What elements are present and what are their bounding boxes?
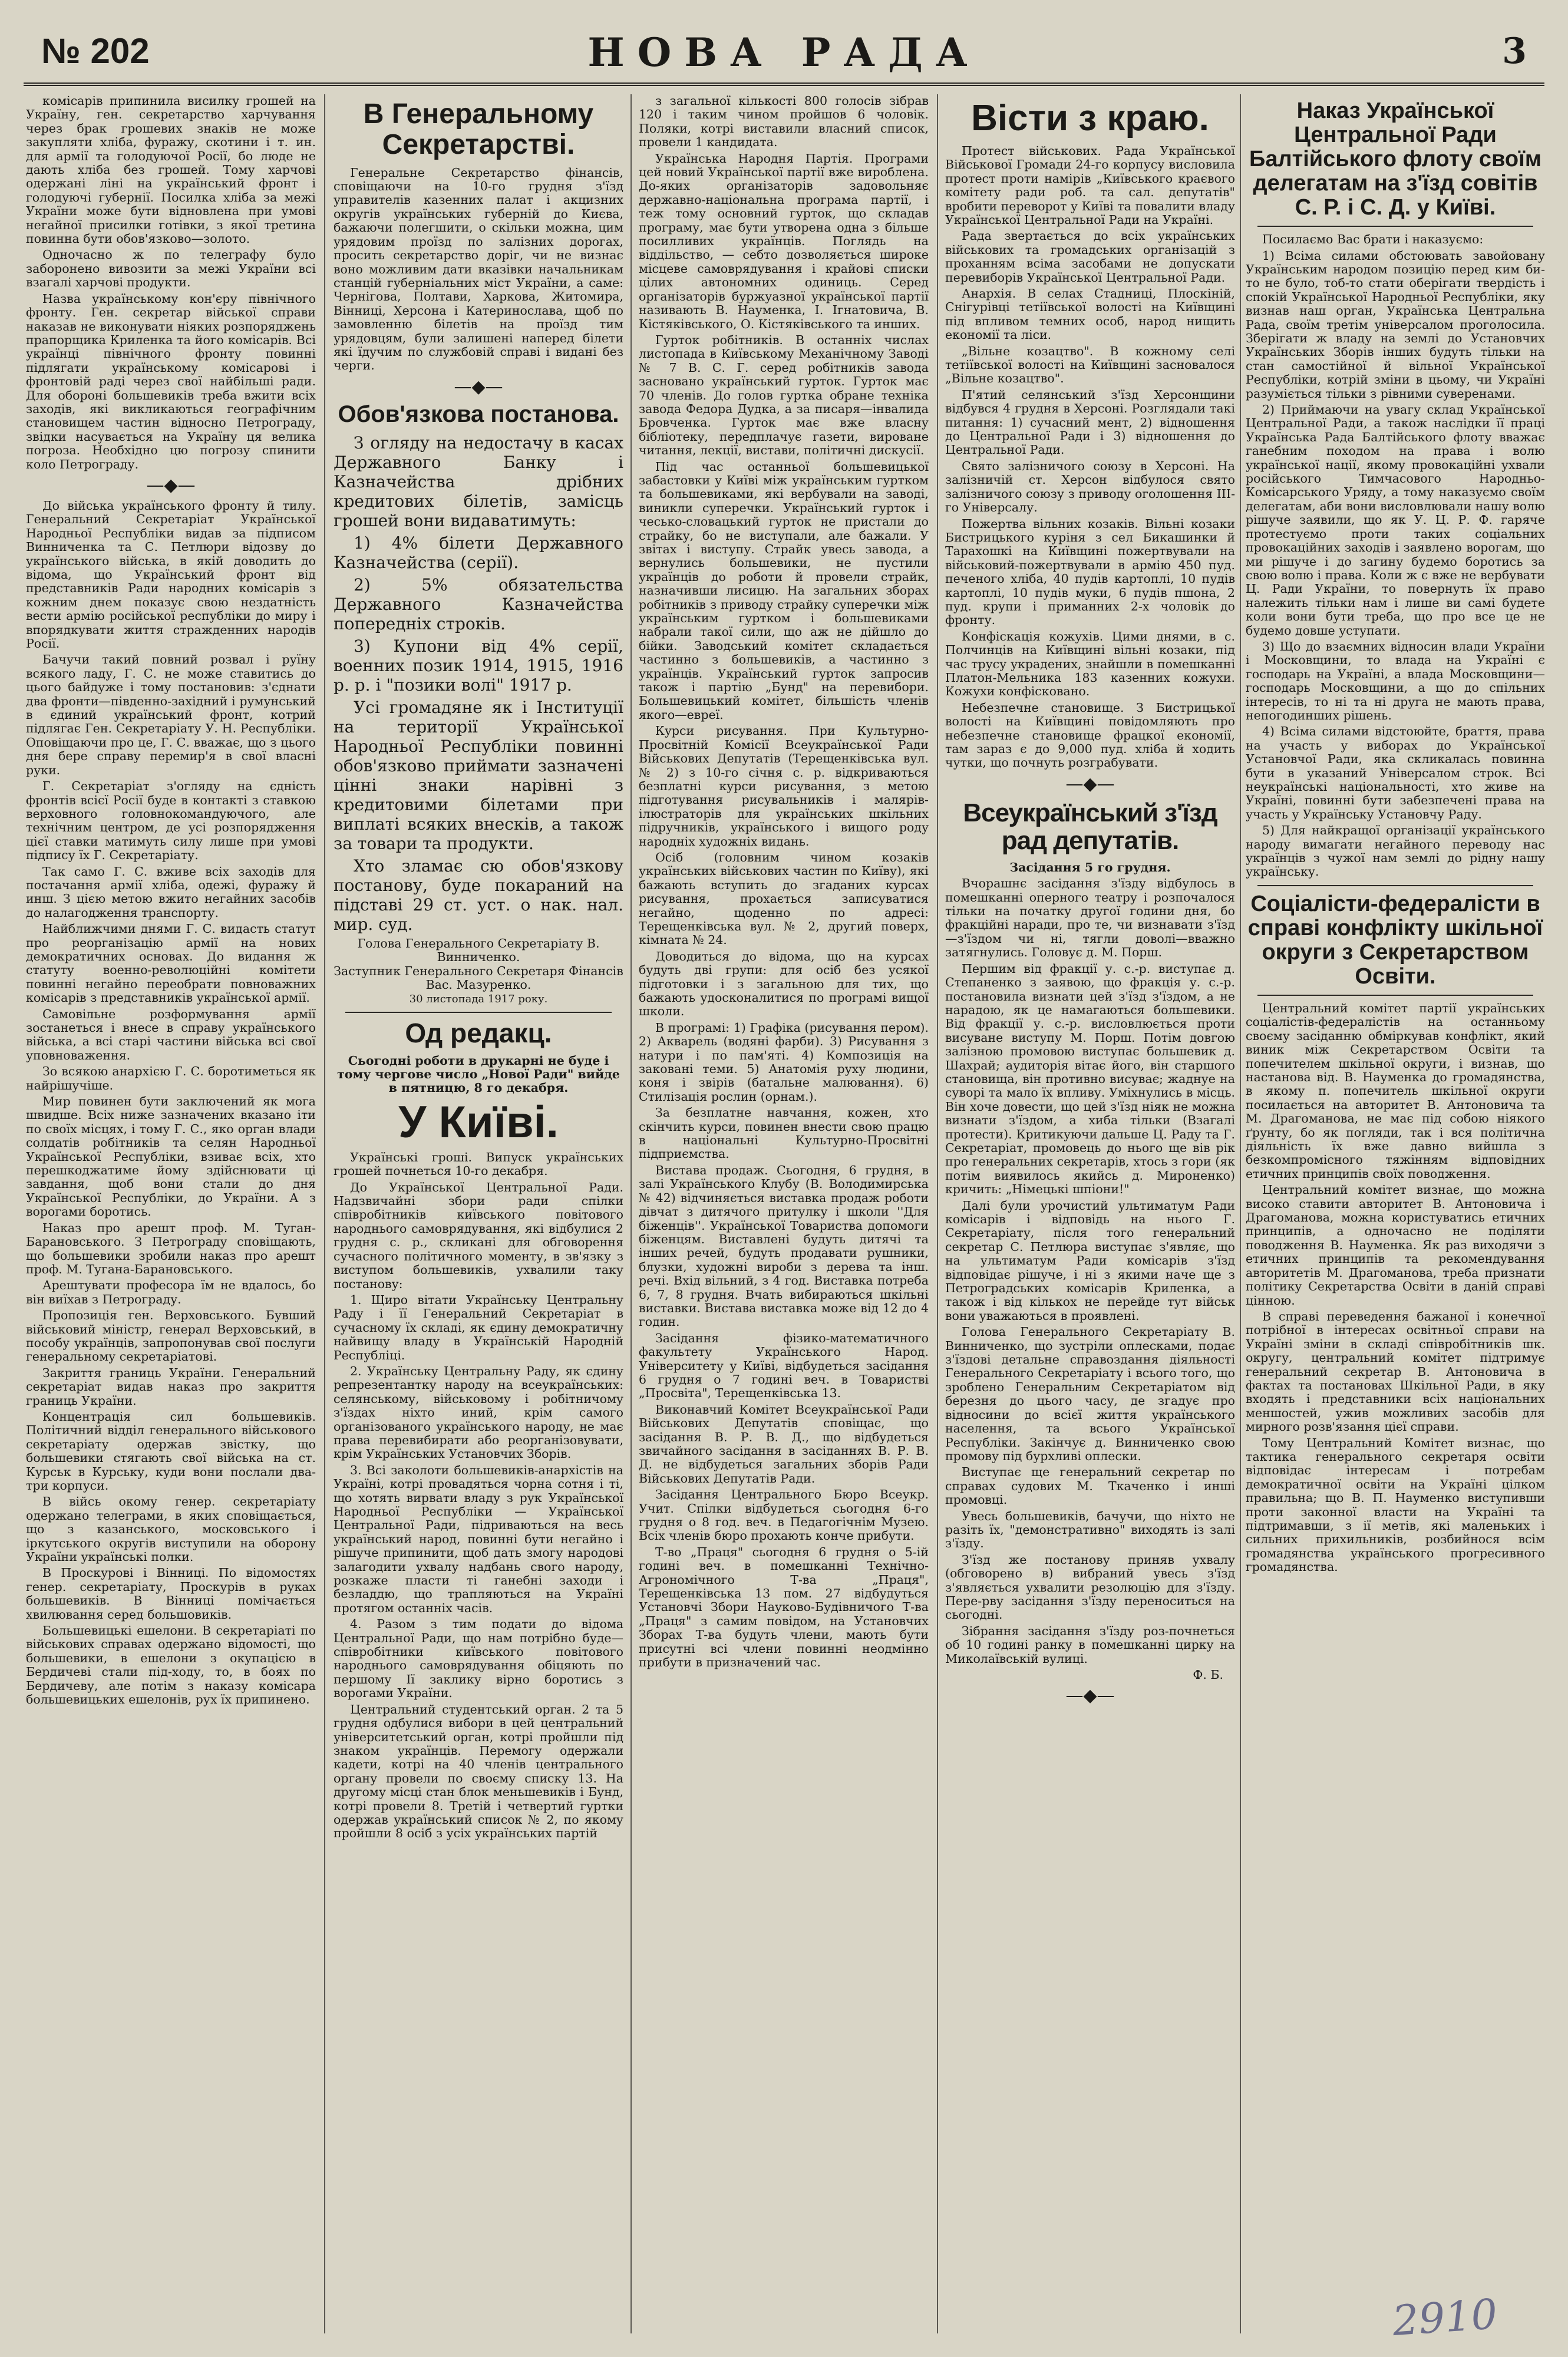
- news-paragraph: 3. Всі заколоти большевиків-анархістів на Україні, котрі провадяться чорна сотня і ті, що хотять вирвати владу з рук Української Народньої Республіки — Української Центральної Ради, підриваються на весь український народ, повинні бути негайно і рішуче припинити, щоб дать змогу народові залагодити ухвалу надбань свого народу, розкаже пласти ті ганебні заходи і безладдю, що трапляються на Україні протягом останніх часів.: [334, 1463, 623, 1615]
- in-kyiv-text: [334, 1151, 623, 1841]
- masthead: [24, 18, 1544, 86]
- column-4: [945, 94, 1235, 2333]
- headline-all-ukrainian-congress: Всеукраїнський з'їзд рад депутатів.: [963, 798, 1217, 856]
- news-paragraph: Увесь большевиків, бачучи, що ніхто не разіть їх, "демонстративно" виходять із залі з'їзду.: [945, 1508, 1235, 1551]
- newspaper-title: НОВА РАДА: [587, 29, 981, 75]
- general-secretariat-text: [334, 166, 623, 373]
- news-paragraph: Вистава продаж. Сьогодня, 6 грудня, в залі Українського Клубу (В. Володимирська № 42) відчиняється виставка продаж роботи дівчат з дитячого притулку і школи ''Для біженців''. Української Товариства допомоги біженцям. Виставлені будуть дитячі та інших речей, будуть продавати рушники, блузки, художні вироби з дерева та інш. речі. Вхід вільний, з 4 год. Виставка потреба 6, 7, 8 грудня. Вчать вибираються шкільні виставки. Вистава виставка може від 12 до 4 годин.: [639, 1163, 929, 1329]
- news-paragraph: Осіб (головним чином козаків українських військових частин по Київу), які бажають вступить до згаданих курсах рисування, прохається записуватися негайно, щоденно по адресі: Терещенківська вул. № 2, другий поверх, кімната № 24.: [639, 850, 929, 948]
- headline-news-from-region: Вісти з краю.: [971, 98, 1209, 138]
- decree-date: 30 листопада 1917 року.: [409, 992, 548, 1005]
- signature-head: Голова Генерального Секретаріату В. Винниченко.: [357, 936, 600, 965]
- news-paragraph: З'їзд же постанову приняв ухвалу (обговорено в) вибраний увесь з'їзд з'являється ухвалити резолюцію для з'їзду. Пере-рву засідання з'їзду переноситься на сьогодні.: [945, 1552, 1235, 1622]
- news-paragraph: В програмі: 1) Графіка (рисування пером). 2) Акварель (водяні фарби). 3) Рисування з натури і по пам'яті. 4) Композиція на заковані теми. 5) Анатомія руху людини, коня і звірів (батальне малювання). 6) Стилізація рослин (орнам.).: [639, 1020, 929, 1104]
- regional-news-text: [945, 144, 1235, 770]
- issue-number: № 202: [41, 31, 150, 71]
- news-paragraph: В Проскурові і Вінниці. По відомостях генер. секретаріату, Проскурів в руках большевиків. В Вінниці помічається хвилювання серед большовиків.: [26, 1566, 316, 1622]
- news-paragraph: 1) Всіма силами обстоювать завойовану Українським народом позицію перед ким би-то не було, тоб-то стати оберігати твердість і спокій Української Народньої Республіки, яку визнав наш орган, Українська Центральна Рада, своїм третім універсалом проголосила. Зберігати ж владу на землі до Установчих Українських Зборів інших будуть тільки на стан самостійної й вільної Української Республіки, котрій зміни в цьому, чи Україні разуміється тільки з рівними суверенами.: [1246, 248, 1545, 401]
- news-paragraph: Анархія. В селах Стадниці, Плоскіній, Снігурівці тетіївської волості на Київщині під впливом темних особ, народ нищить економії та ліси.: [945, 286, 1235, 342]
- column-rule: [324, 94, 325, 2333]
- news-paragraph: Найближчими днями Г. С. видасть статут про реорганізацію армії на нових демократичних основах. До видання ж статуту военно-революційні комітети повинні негайно переобрати повноважних комісарів з представників української армії.: [26, 922, 316, 1005]
- news-paragraph: Пожертва вільних козаків. Вільні козаки Бистрицького куріня з сел Бикашинки й Тарахошкі на Київщині пожертвували на військовий-пожертвували в армію 450 пуд. печеного хліба, 40 пудів картоплі, 10 пудів картоплі, 10 пудів муки, 6 пудів пшона, 2 пуд. крупи і приманних 2-х чоловік до фронту.: [945, 516, 1235, 628]
- divider: [345, 1012, 612, 1013]
- column-rule: [1240, 94, 1241, 2333]
- headline-socialist-federalists: Соціалісти-федералісти в справі конфлікту шкільної округи з Секретарством Освіти.: [1247, 891, 1543, 989]
- news-paragraph: Наказ про арешт проф. М. Туган-Барановського. З Петрограду сповіщають, що большевики зробили наказ про арешт проф. М. Тугана-Барановського.: [26, 1220, 316, 1276]
- news-paragraph: Засідання фізико-математичного факультету Українського Народ. Університету у Київі, відбудеться засідання 6 грудня о 7 годині веч. в Товаристві „Просвіта", Терещенківська 13.: [639, 1331, 929, 1401]
- news-paragraph: Центральний комітет визнає, що можна високо ставити авторитет В. Антоновича і Драгоманова, можна користуватись етичних принципів, а одночасно не поділяти поводження В. Науменка. Як раз виходячи з етичних принципів та рекомендування авторитетів М. Драгоманова, треба признати політику Секретарства Освіти в даній справі цінною.: [1246, 1183, 1545, 1308]
- news-paragraph: Українська Народня Партія. Програми цей новий Української партії вже вироблена. До-яких організаторів задовольняє державно-національна програма партії, і теж тому основний гурток, що складав програму, має бути утворена одна з більше посилливих українців. Поглядь на віддільство, — себто дозволяється широке місцеве самоврядування і крайові списки цілих автономних одиниць. Серед організаторів буржуазної української партії називають В. Науменка, І. Ігнатовича, В. Кістяківського, О. Кістяківського та инших.: [639, 151, 929, 331]
- news-paragraph: Назва українському кон'єру північного фронту. Ген. секретар війської справи наказав не виконувати ніяких розпоряджень прапорщика Криленка та його комісарів. Всі українці північного фронту повинні підлягати українському комісарові і фронтовій раді через свої найбільші ради. Для обороні большевиків треба вжити всіх заходів, які викликаються географічним становищем частин відносно Петрограду, звідки насувається на Україну ця велика погроза. Необхідно цю погрозу спинити коло Петрограду.: [26, 291, 316, 471]
- column-5: [1246, 94, 1545, 2333]
- news-paragraph: 4. Разом з тим подати до відома Центральної Ради, що нам потрібно буде—співробітники київського повітового народнього самоврядування обіцяють по першому Ії заклику вірно боротись з ворогами України.: [334, 1617, 623, 1701]
- headline-general-secretariat: В Генеральному Секретарстві.: [363, 98, 594, 160]
- news-paragraph: комісарів припинила висилку грошей на Україну, ген. секретарство харчування через брак грошевих знаків не може закупляти хліба, фуражу, скотини і т. ин. для армії та голодуючої Росії, бо люде не дають хліба без грошей. Тому харчові одержані ліні на український фронт і голодуючі губернії. Посилка хліба за межі України може бути відновлена при умові негайної присилки готівки, з якої третина повинна бути обов'язково—золото.: [26, 94, 316, 246]
- news-paragraph: 5) Для найкращої організації українського народу вимагати негайного переводу нас українців з чужої нам землі до рідну нашу українську.: [1246, 823, 1545, 879]
- news-paragraph: 4) Всіма силами відстоюйте, браття, права на участь у виборах до Української Установчої Ради, яка скликалась повинна бути в указаний Універсалом строк. Всі неукраїнські національності, хто живе на Україні, повинні бути забезпечені права на участь у Українську Установчу Раду.: [1246, 724, 1545, 821]
- news-paragraph: Арештувати професора їм не вдалось, бо він виїхав з Петрограду.: [26, 1278, 316, 1306]
- news-paragraph: 2. Українську Центральну Раду, як єдину репрезентантку народу на всеукраїнських: селянському, військовому і робітничому з'їздах ніхто иний, крім самого організованого українського народу, не має права перевибирати або реорганізовувати, крім Українських Установчих Зборів.: [334, 1364, 623, 1461]
- decree-paragraph: 3) Купони від 4% серії, военних позик 1914, 1915, 1916 р. р. і "позики волі" 1917 р.: [334, 636, 623, 695]
- divider: [1257, 995, 1533, 996]
- news-paragraph: Доводиться до відома, що на курсах будуть дві групи: для осіб без усякої підготовки і з загальною для тих, що бажають удосконалитися по програмі вищої школи.: [639, 949, 929, 1019]
- column-rule: [630, 94, 632, 2333]
- column-rule: [937, 94, 938, 2333]
- news-paragraph: П'ятий селянський з'їзд Херсонщини відбувся 4 грудня в Херсоні. Розглядали такі питання: 1) сучасний мент, 2) відношення до Центральної Ради і 3) відношення до Центральної Ради.: [945, 387, 1235, 457]
- session-date: Засідання 5 го грудня.: [1009, 860, 1171, 874]
- column-1-news-bottom: [26, 499, 316, 1707]
- news-paragraph: Закриття границь України. Генеральний секретаріат видав наказ про закриття границь України.: [26, 1365, 316, 1408]
- decree-paragraph: 1) 4% білети Державного Казначейства (серії).: [334, 533, 623, 572]
- news-paragraph: Пропозиція ген. Верховського. Бувший військовий міністр, генерал Верховський, в пособу українців, запропонував свої послуги генеральному секретаріатові.: [26, 1308, 316, 1364]
- news-paragraph: Свято залізничого союзу в Херсоні. На залізничій ст. Херсон відбулося свято залізничого союзу з приводу оголошення III-го Універсалу.: [945, 458, 1235, 515]
- editorial-notice: Сьогодні роботи в друкарні не буде і тому чергове число „Нової Ради" вийде в пятницю, 8 го декабря.: [337, 1053, 620, 1095]
- news-paragraph: Посилаємо Вас брати і наказуємо:: [1262, 232, 1484, 247]
- news-paragraph: За безплатне навчання, кожен, хто скінчить курси, повинен внести свою працю в національні Культурно-Просвітні підприємства.: [639, 1105, 929, 1161]
- author-signature: Ф. Б.: [1193, 1668, 1223, 1682]
- news-paragraph: з загальної кількості 800 голосів зібрав 120 і таким чином пройшов 6 чоловік. Поляки, котрі виставили власний список, провели 1 кандидата.: [639, 94, 929, 150]
- news-paragraph: Конфіскація кожухів. Цими днями, в с. Полчинців на Київщині вільні козаки, під час трусу украдених, знайшли в помешканні Платон-Мельника 183 казенних кожухи. Кожухи конфісковано.: [945, 629, 1235, 699]
- ornament-divider: —◆—: [146, 474, 196, 496]
- headline-decree: Обов'язкова постанова.: [338, 401, 619, 427]
- news-paragraph: Т-во „Праця" сьогодня 6 грудня о 5-ій годині веч. в помешканні Технічно-Агрономічного Т-ва „Праця", Терещенківська 13 пом. 27 відбудуться Установчі Збори Науково-Будівничого Т-ва „Праця" з самим повідом, на Установчих Зборах Т-ва будуть члени, мають бути присутні всі члени повинні неодмінно прибути в призначений час.: [639, 1544, 929, 1670]
- news-paragraph: Українські гроші. Випуск українських грошей почнеться 10-го декабря.: [334, 1150, 623, 1178]
- congress-report-text: [945, 877, 1235, 1666]
- news-paragraph: Мир повинен бути заключений як мога швидше. Всіх ниже зазначених вказано іти по своїх місцях, і тому Г. С., яко орган влади солдатів робітників та селян Народньої Української Республіки, взиває всіх, хто перешкоджатиме йому здійснювати ці завдання, щоб вони стали до дня Української Республіки, до України. А з ворогами боротись.: [26, 1094, 316, 1219]
- news-paragraph: Під час останньої большевицької забастовки у Київі між українським гуртком та большевиками, які вербували на заводі, виникли суперечки. Український гурток і чесько-словацький гурток не пристали до страйку, бо не виступали, але бажали. У звітах і виступу. Страйк увесь завода, а вернулись большевики, не пустили українців до роботи й провели страйк, назначивши лисицю. На загальних зборах робітників з приводу страйку суперечки між українським гуртком і большевиками набрали такої сили, що аж не дійшло до бійки. Заводський комітет складається частинно з большевиків, а частинно з українців. Український гурток запросив також і партію „Бунд" на перевибори. Большевицький комітет, більшість членів якого—евреї.: [639, 459, 929, 722]
- news-paragraph: До Української Центральної Ради. Надзвичайні збори ради спілки співробітників київського повітового народнього самоврядування, які відбулися 2 грудня с. р., скликані для обговорення сучасного політичного моменту, в зв'язку з виступом большевиків, ухвалили таку постанову:: [334, 1180, 623, 1291]
- news-paragraph: Тому Центральний Комітет визнає, що тактика генерального секретаря освіти відповідає інтересам і потребам демократичної освіти на Україні цілком правильна; що В. П. Науменко виступивши проти законної власти на Україні та підтримавши, з ії метів, які маленьких і сильних прихильників, розбийнося всім громадянства українського прогресивного громадянства.: [1246, 1435, 1545, 1574]
- baltic-fleet-order-text: [1246, 233, 1545, 879]
- news-paragraph: Так само Г. С. вживе всіх заходів для постачання армії хліба, одежі, фуражу й инш. З цією метою вжито негайних засобів до налагодження транспорту.: [26, 864, 316, 920]
- news-paragraph: Центральний студентський орган. 2 та 5 грудня одбулися вибори в цей центральний університетський орган, котрі пройшли під знаком українців. Перемогу одержали кадети, котрі на 40 членів центрального органу провели по своєму списку 13. На другому місці стан блок меньшевиків і Бунд, котрі провели 8. Третій і четвертий гуртки одержав український список № 2, по якому пройшли 8 осіб з усіх українських партій: [334, 1702, 623, 1841]
- socialist-federalists-text: [1246, 1002, 1545, 1574]
- news-paragraph: Далі були урочистий ультиматум Ради комісарів і відповідь на нього Г. Секретаріату, після того генеральний секретар С. Петлюра виступає з'являє, що на ультиматум Ради комісарів з'їзд відповідає рішуче, і ні з якими наче ще з Петроградських комісарів Криленка, а також і від кількох не перейде тут військ вони уважаються в проявлені.: [945, 1198, 1235, 1323]
- news-paragraph: Небезпечне становище. З Бистрицької волості на Київщині повідомляють про небезпечне становище фрацкої економії, там зараз є до 9,000 пуд. хліба й ходить чутки, що почнуть розграбувати.: [945, 700, 1235, 770]
- news-paragraph: Зібрання засідання з'їзду роз-почнеться об 10 годині ранку в помешканні цирку на Миколаївській вулиці.: [945, 1623, 1235, 1666]
- news-paragraph: В війсь окому генер. секретаріату одержано телеграми, в яких сповіщається, що з казанського, московського і іркутського округів виступили на оборону України українські полки.: [26, 1494, 316, 1564]
- news-paragraph: Бачучи такий повний розвал і руїну всякого ладу, Г. С. не може ставитись до цього байдуже і тому постановив: з'єднати два фронти—південно-західний і румунський в єдиний український фронт, котрий підлягає Ген. Секретаріату У. Н. Республіки. Оповіщаючи про це, Г. С. вважає, що з цього дня бере справу перемир'я в свої власні руки.: [26, 652, 316, 777]
- divider: [1257, 885, 1533, 886]
- news-paragraph: Концентрація сил большевиків. Політичний відділ генерального військового секретаріату одержав звістку, що большевики стягають свої війська на ст. Курськ в Курську, куди вони послали два-три корпуси.: [26, 1409, 316, 1493]
- news-paragraph: В справі переведення бажаної і конечної потрібної в інтересах освітньої справи на Україні зміни в складі співробітників шк. округу, центральний комітет підтримує генеральний секретар В. Антоновича в фактах та постановах Шкільної Ради, в яку входять і представники всіх національних меншостей, ужив можливих засобів для мирного розв'язання цієї справи.: [1246, 1309, 1545, 1434]
- handwritten-annotation: 2910: [1391, 2289, 1499, 2346]
- news-paragraph: Генеральне Секретарство фінансів, сповіщаючи на 10-го грудня з'їзд управителів казенних палат і акцизних округів українських губерній до Києва, бажаючи полегшити, о скільки можна, цим урядовим проїзд по залізних дорогах, просить секретарство доріг, чи не визнає воно можливим дати вказівки начальникам станцій губерніальних міст України, а саме: Чернігова, Полтави, Харкова, Житомира, Вінниці, Херсона і Катеринослава, щоб по замовленню білетів на проїзд тим урядовцям, були залишені наперед білети які їдучим по службовій справі і видані без черги.: [334, 165, 623, 373]
- news-paragraph: Г. Секретаріат з'огляду на єдність фронтів всієї Росії буде в контакті з ставкою верховного головнокомандуючого, але технічним центром, де усі розпорядження цієї ставки матимуть силу лише при умові підпису їх Г. Секретаріату.: [26, 779, 316, 863]
- column-3-news: [639, 94, 929, 1670]
- news-paragraph: Протест військових. Рада Української Військової Громади 24-го корпусу висловила протест проти намірів „Київського краєвого комітету ради роб. та сал. депутатів" вробити переворот у Київі та повалити владу Української Центральної Ради на Україні.: [945, 143, 1235, 227]
- news-paragraph: 3) Що до взаємних відносин влади України і Московщини, то влада на Україні є господарь на Україні, а влада Московщини—господарь Московщини, а що до спільних інтересів, то ні та ні друга не мають права, непогодинших рішень.: [1246, 639, 1545, 722]
- news-paragraph: Гурток робітників. В останніх числах листопада в Київському Механічному Заводі № 7 В. С. Г. серед робітників завода засновано український гурток. Гурток має 70 членів. До голов гуртка обране техніка завода Федора Дудка, а за писаря—інвалида Бровченка. Гурток має вже власну бібліотеку, передплачує газети, вироване читання, лекції, вистави, політичні дискусії.: [639, 332, 929, 458]
- divider: [1257, 226, 1533, 227]
- news-paragraph: Зо всякою анархією Г. С. боротиметься як найрішучіше.: [26, 1064, 316, 1092]
- headline-baltic-fleet-order: Наказ Української Центральної Ради Балтійського флоту своїм делегатам на з'їзд совітів С. Р. і С. Д. у Київі.: [1249, 98, 1541, 220]
- news-paragraph: До війська українського фронту й тилу. Генеральний Секретаріат Української Народньої Республіки видав за підписом Винниченка та С. Петлюри відозву до українського війська, в якій доводить до відома, що Український фронт від представників Ради народних комісарів з кожним днем показує свою нездатність вести армію російської республіки до миру і впорядкувати життя стражденних народів Росії.: [26, 498, 316, 651]
- decree-paragraph: Хто зламає сю обов'язкову постанову, буде покараний на підставі 29 ст. уст. о нак. нал. мир. суд.: [334, 856, 623, 934]
- news-paragraph: 2) Приймаючи на увагу склад Української Центральної Ради, а також наслідки її праці Українська Рада Балтійського флоту вважає ганебним походом на права і волю української нації, якому провокаційні ухвали російського Тимчасового Народньо-Комісарського Уряду, а тому наказуємо своїм делегатам, аби вони висловлювали нашу волю рішуче заявили, що як У. Ц. Р. Ф. гаряче протестуємо проти таких соціальних провокаційних заходів і заявлено ворогам, що ми рішуче і до загину будемо боротись за свою волю і права. Коли ж є вже не вербувати Ц. Ради України, то повернуть їх право належить тільки нам і лише ви самі будете коли вони бути треба, що про все це не будемо довше уступати.: [1246, 402, 1545, 638]
- news-paragraph: Першим від фракції у. с.-р. виступає д. Степаненко з заявою, що фракція у. с.-р. постановила визнати цей з'їзд з'їздом, а не нарадою, як це намагаються большевики. Від фракції у. с.-р. висловлюється проти висуване виступу М. Порш. Потім довгою залізною промовою виступає большевик д. Шахрай; аудиторія вітає його, він старшого становища, він противно висуває; жаднуе на суворі та мало їх впливу. Уміхнулись в місць. Він хоче довести, що цей з'їзд ніяк не можна визнати з'їздом, а хиба тільки (Взагалі протести). Критикуючи дальше Ц. Раду та Г. Секретаріат, промовець до нього ще вів рік про генеральних секретарів, хтось з гори (як потім виявилось якийсь д. Мироненко) кричить: „Німецькі шпіони!": [945, 961, 1235, 1197]
- news-paragraph: Одночасно ж по телеграфу було заборонено вивозити за межі України всі взагалі харчові продукти.: [26, 247, 316, 290]
- news-paragraph: Курси рисування. При Культурно-Просвітній Комісії Всеукраїнської Ради Військових Депутатів (Терещенківська вул. № 2) з 10-го січня с. р. відкриваються безплатні курси рисування, з метою підготування рисувальників і малярів-ілюстраторів для українських шкільних підручників, українського і вищого роду народніх художніх видань.: [639, 724, 929, 849]
- news-paragraph: Самовільне розформування армії зостанеться і внесе в справу українського війська, а всі старі частини війська всі свої уповноваження.: [26, 1006, 316, 1062]
- news-paragraph: Вчорашнє засідання з'їзду відбулось в помешканні оперного театру і розпочалося тільки на початку другої години дня, бо фракційні наради, про те, чи визнавати з'їзд—з'їздом чи ні, тягли доволі—вважно затягнулись. Головує д. М. Порш.: [945, 876, 1235, 960]
- news-paragraph: Голова Генерального Секретаріату В. Винниченко, що зустріли оплесками, подає з'їздові детальне справоздання діяльності Генерального Секретаріату і всього того, що зроблено Генеральним Секретаріатом від березня до цього часу, де згадує про відносини до всієї життя українського населення, та всього Української Республіки. Закінчує д. Винниченко свою промову під бурхливі оплески.: [945, 1325, 1235, 1463]
- news-paragraph: Виконавчий Комітет Всеукраїнської Ради Військових Депутатів сповіщає, що засідання В. Р. В. Д., що відбудеться звичайного засідання в засіданнях В. Р. В. Д. не відбудеться загальних зборів Ради Військових Депутатів Ради.: [639, 1402, 929, 1485]
- decree-paragraph: 2) 5% обязательства Державного Казначейства попередніх строків.: [334, 575, 623, 633]
- news-paragraph: Виступає ще генеральний секретар по справах судових М. Ткаченко і инші промовці.: [945, 1465, 1235, 1507]
- column-3: [639, 94, 929, 2333]
- decree-paragraph: З огляду на недостачу в касах Державного Банку і Казначейства дрібних кредитових білетів, замісць грошей вони видаватимуть:: [334, 433, 623, 530]
- ornament-divider: —◆—: [1065, 773, 1115, 794]
- ornament-divider: —◆—: [454, 376, 503, 397]
- column-2: [334, 94, 623, 2333]
- ornament-divider: —◆—: [1065, 1685, 1115, 1706]
- news-paragraph: Засідання Центрального Бюро Всеукр. Учит. Спілки відбудеться сьогодня 6-го грудня о 8 год. веч. в Педагогічнім Музею. Всіх членів бюро прохають конче прибути.: [639, 1487, 929, 1543]
- news-paragraph: Большевицькі ешелони. В секретаріаті по військових справах одержано відомості, що большевики, в ешелони з окупацією в Бердичеві стали під-ходу, то, в боях по Бердичеву, але потім з наказу комісара большевицьких ешелонів, рух їх припинено.: [26, 1623, 316, 1707]
- column-1-news-top: [26, 94, 316, 471]
- decree-text: [334, 433, 623, 934]
- news-paragraph: Рада звертається до всіх українських військових та громадських організацій з проханням всіма засобами не допускати перевиборів Української Центральної Ради.: [945, 229, 1235, 285]
- column-1: [26, 94, 316, 2333]
- headline-editorial: Од редакц.: [405, 1017, 552, 1048]
- news-paragraph: „Вільне козацтво". В кожному селі тетіївської волості на Київщині засновалося „Вільне козацтво".: [945, 344, 1235, 386]
- news-paragraph: 1. Щиро вітати Українську Центральну Раду і її Генеральний Секретаріат в сучасному їх складі, як єдину демократичну найвищу владу в Українській Народній Республіці.: [334, 1292, 623, 1362]
- decree-paragraph: Усі громадяне як і Інституції на території Української Народньої Республіки повинні обов'язково приймати зазначені цінні знаки нарівні з кредитовими білетами при виплаті всяких внесків, а також за товари та продукти.: [334, 697, 623, 853]
- signature-deputy: Заступник Генерального Секретаря Фінансів Вас. Мазуренко.: [334, 963, 623, 992]
- news-paragraph: Центральний комітет партії українських соціалістів-федералістів на останньому своєму засіданню обміркував конфлікт, який виник між Секретарством Освіти та попечителем шкільної округи, і визнав, що настанова від. В. Науменка до громадянства, в якому п. попечитель шкільної округи посилається на авторитет В. Антоновича та М. Драгоманова, не має під собою ніякого ґрунту, бо як погляди, так і вся політична діяльність їх вже давно вийшла з безкомпромісного тяжінням відповідних етичних принципів своїх поводження.: [1246, 1001, 1545, 1181]
- headline-in-kyiv: У Київі.: [398, 1097, 559, 1147]
- page-number: 3: [1502, 31, 1527, 72]
